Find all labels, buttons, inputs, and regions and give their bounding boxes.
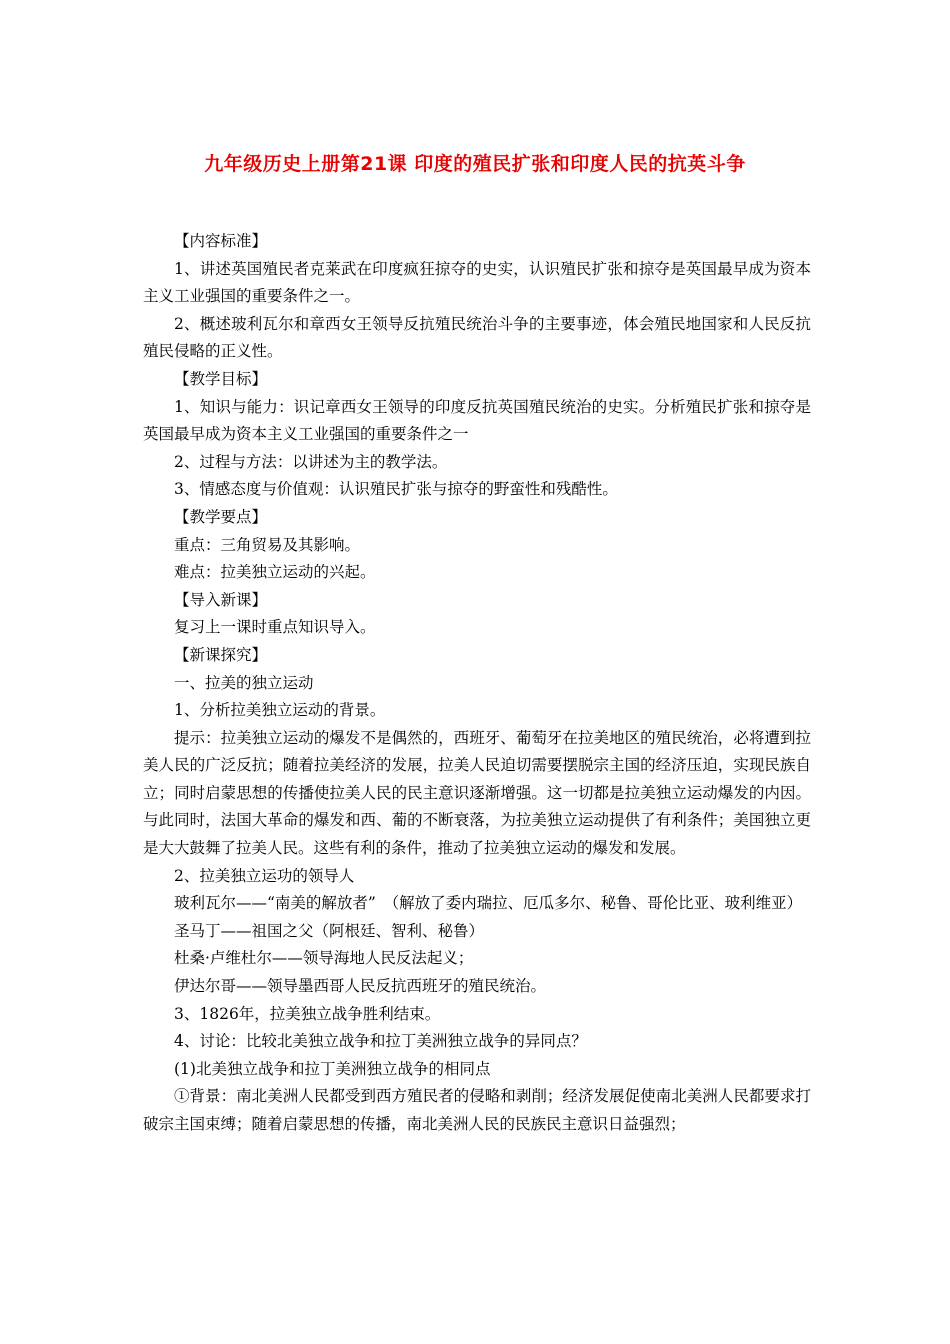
- section-heading-introduction: 【导入新课】: [174, 590, 268, 609]
- section-heading-new-lesson: 【新课探究】: [174, 645, 268, 664]
- paragraph: 提示：拉美独立运动的爆发不是偶然的，西班牙、葡萄牙在拉美地区的殖民统治，必将遭到拉美人民的广泛反抗；随着拉美经济的发展，拉美人民迫切需要摆脱宗主国的经济压迫，实现民族自立；同时启蒙思想的传播使拉美人民的民主意识逐渐增强。这一切都是拉美独立运动爆发的内因。与此同时，法国大革命的爆发和西、葡的不断衰落，为拉美独立运动提供了有利条件；美国独立更是大大鼓舞了拉美人民。这些有利的条件，推动了拉美独立运动的爆发和发展。: [143, 728, 811, 858]
- paragraph: (1)北美独立战争和拉丁美洲独立战争的相同点: [174, 1059, 491, 1078]
- paragraph: 重点：三角贸易及其影响。: [174, 535, 361, 554]
- paragraph: 2、概述玻利瓦尔和章西女王领导反抗殖民统治斗争的主要事迹，体会殖民地国家和人民反抗殖民侵略的正义性。: [143, 314, 811, 361]
- paragraph: 一、拉美的独立运动: [174, 673, 314, 692]
- paragraph: 1、分析拉美独立运动的背景。: [174, 701, 386, 720]
- paragraph: 1、知识与能力：识记章西女王领导的印度反抗英国殖民统治的史实。分析殖民扩张和掠夺是英国最早成为资本主义工业强国的重要条件之一: [143, 397, 811, 444]
- paragraph: 难点：拉美独立运动的兴起。: [174, 563, 376, 582]
- paragraph: ①背景：南北美洲人民都受到西方殖民者的侵略和剥削；经济发展促使南北美洲人民都要求打破宗主国束缚；随着启蒙思想的传播，南北美洲人民的民族民主意识日益强烈；: [143, 1087, 811, 1133]
- paragraph: 圣马丁——祖国之父（阿根廷、智利、秘鲁）: [174, 921, 485, 940]
- paragraph: 1、讲述英国殖民者克莱武在印度疯狂掠夺的史实，认识殖民扩张和掠夺是英国最早成为资本主义工业强国的重要条件之一。: [143, 259, 811, 306]
- paragraph: 伊达尔哥——领导墨西哥人民反抗西班牙的殖民统治。: [174, 977, 547, 996]
- paragraph: 2、过程与方法：以讲述为主的教学法。: [174, 452, 448, 471]
- document-body: [143, 228, 811, 1139]
- paragraph: 2、拉美独立运功的领导人: [174, 866, 355, 885]
- paragraph: 玻利瓦尔——“南美的解放者” （解放了委内瑞拉、厄瓜多尔、秘鲁、哥伦比亚、玻利维亚）: [174, 894, 803, 913]
- section-heading-key-points: 【教学要点】: [174, 507, 268, 526]
- paragraph: 4、讨论：比较北美独立战争和拉丁美洲独立战争的异同点？: [174, 1032, 587, 1051]
- section-heading-teaching-goals: 【教学目标】: [174, 369, 268, 388]
- section-heading-content-standard: 【内容标准】: [174, 232, 268, 250]
- paragraph: 杜桑·卢维杜尔——领导海地人民反法起义；: [174, 949, 474, 968]
- paragraph: 3、情感态度与价值观：认识殖民扩张与掠夺的野蛮性和残酷性。: [174, 480, 618, 499]
- paragraph: 复习上一课时重点知识导入。: [174, 618, 376, 637]
- document-title: 九年级历史上册第21课 印度的殖民扩张和印度人民的抗英斗争: [204, 153, 746, 175]
- paragraph: 3、1826年，拉美独立战争胜利结束。: [174, 1004, 441, 1023]
